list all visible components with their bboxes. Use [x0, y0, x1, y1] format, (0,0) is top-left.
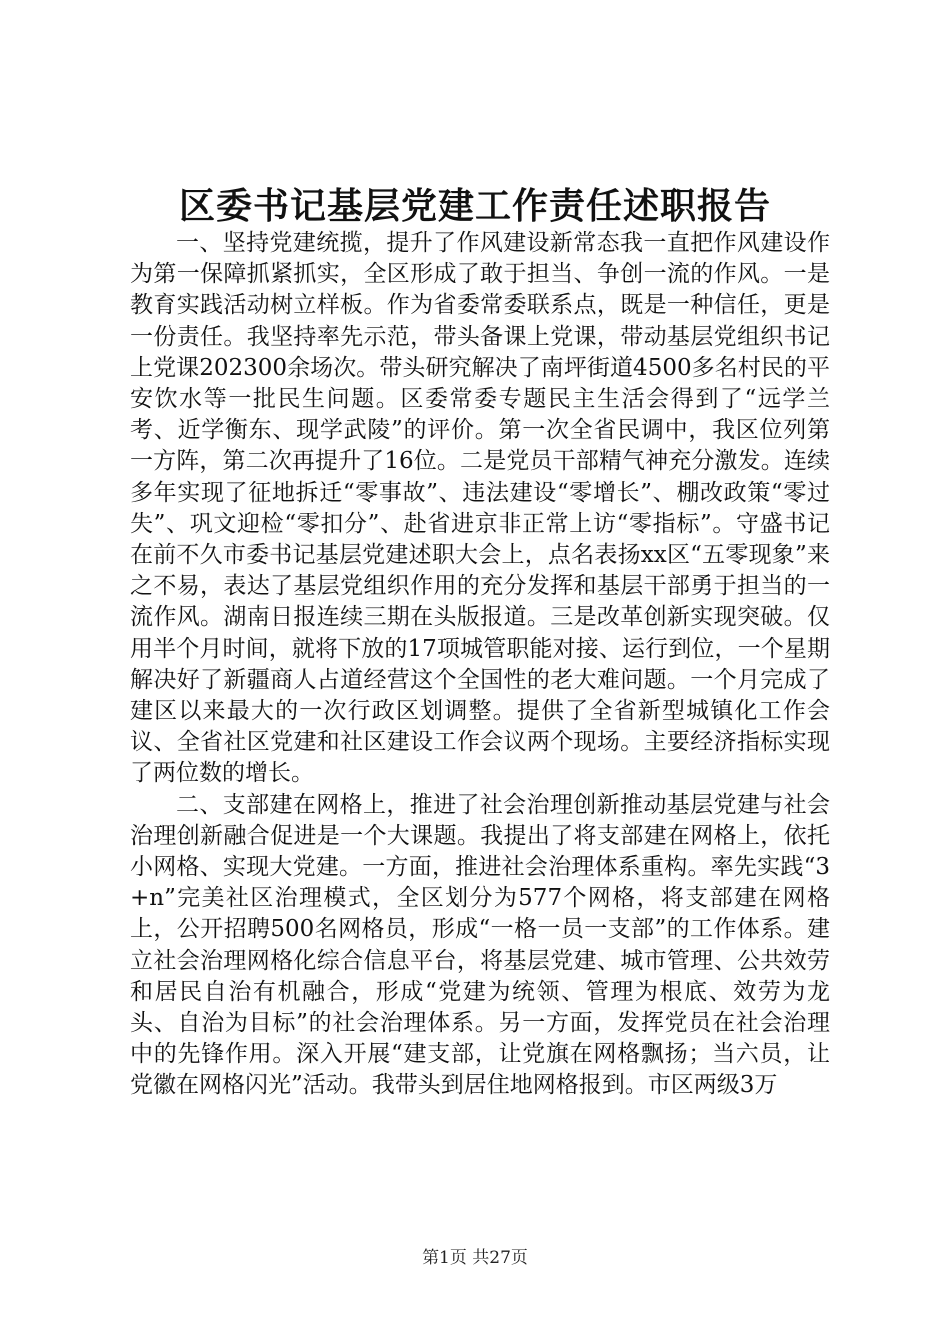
document-title: 区委书记基层党建工作责任述职报告: [178, 185, 771, 227]
page-number-footer: 第1页 共27页: [422, 1248, 528, 1268]
document-body: [130, 228, 830, 1102]
body-paragraph-1: 一、坚持党建统揽，提升了作风建设新常态我一直把作风建设作为第一保障抓紧抓实，全区形成了敢于担当、争创一流的作风。一是教育实践活动树立样板。作为省委常委联系点，既是一种信任，更是一份责任。我坚持率先示范，带头备课上党课，带动基层党组织书记上党课202300余场次。带头研究解决了南坪街道4500多名村民的平安饮水等一批民生问题。区委常委专题民主生活会得到了“远学兰考、近学衡东、现学武陵”的评价。第一次全省民调中，我区位列第一方阵，第二次再提升了16位。二是党员干部精气神充分激发。连续多年实现了征地拆迁“零事故”、违法建设“零增长”、棚改政策“零过失”、巩文迎检“零扣分”、赴省进京非正常上访“零指标”。守盛书记在前不久市委书记基层党建述职大会上，点名表扬xx区“五零现象”来之不易，表达了基层党组织作用的充分发挥和基层干部勇于担当的一流作风。湖南日报连续三期在头版报道。三是改革创新实现突破。仅用半个月时间，就将下放的17项城管职能对接、运行到位，一个星期解决好了新疆商人占道经营这个全国性的老大难问题。一个月完成了建区以来最大的一次行政区划调整。提供了全省新型城镇化工作会议、全省社区党建和社区建设工作会议两个现场。主要经济指标实现了两位数的增长。: [130, 230, 830, 787]
body-paragraph-2: 二、支部建在网格上，推进了社会治理创新推动基层党建与社会治理创新融合促进是一个大课题。我提出了将支部建在网格上，依托小网格、实现大党建。一方面，推进社会治理体系重构。率先实践“3+n”完美社区治理模式，全区划分为577个网格，将支部建在网格上，公开招聘500名网格员，形成“一格一员一支部”的工作体系。建立社会治理网格化综合信息平台，将基层党建、城市管理、公共效劳和居民自治有机融合，形成“党建为统领、管理为根底、效劳为龙头、自治为目标”的社会治理体系。另一方面，发挥党员在社会治理中的先锋作用。深入开展“建支部，让党旗在网格飘扬；当六员，让党徽在网格闪光”活动。我带头到居住地网格报到。市区两级3万: [130, 791, 830, 1099]
